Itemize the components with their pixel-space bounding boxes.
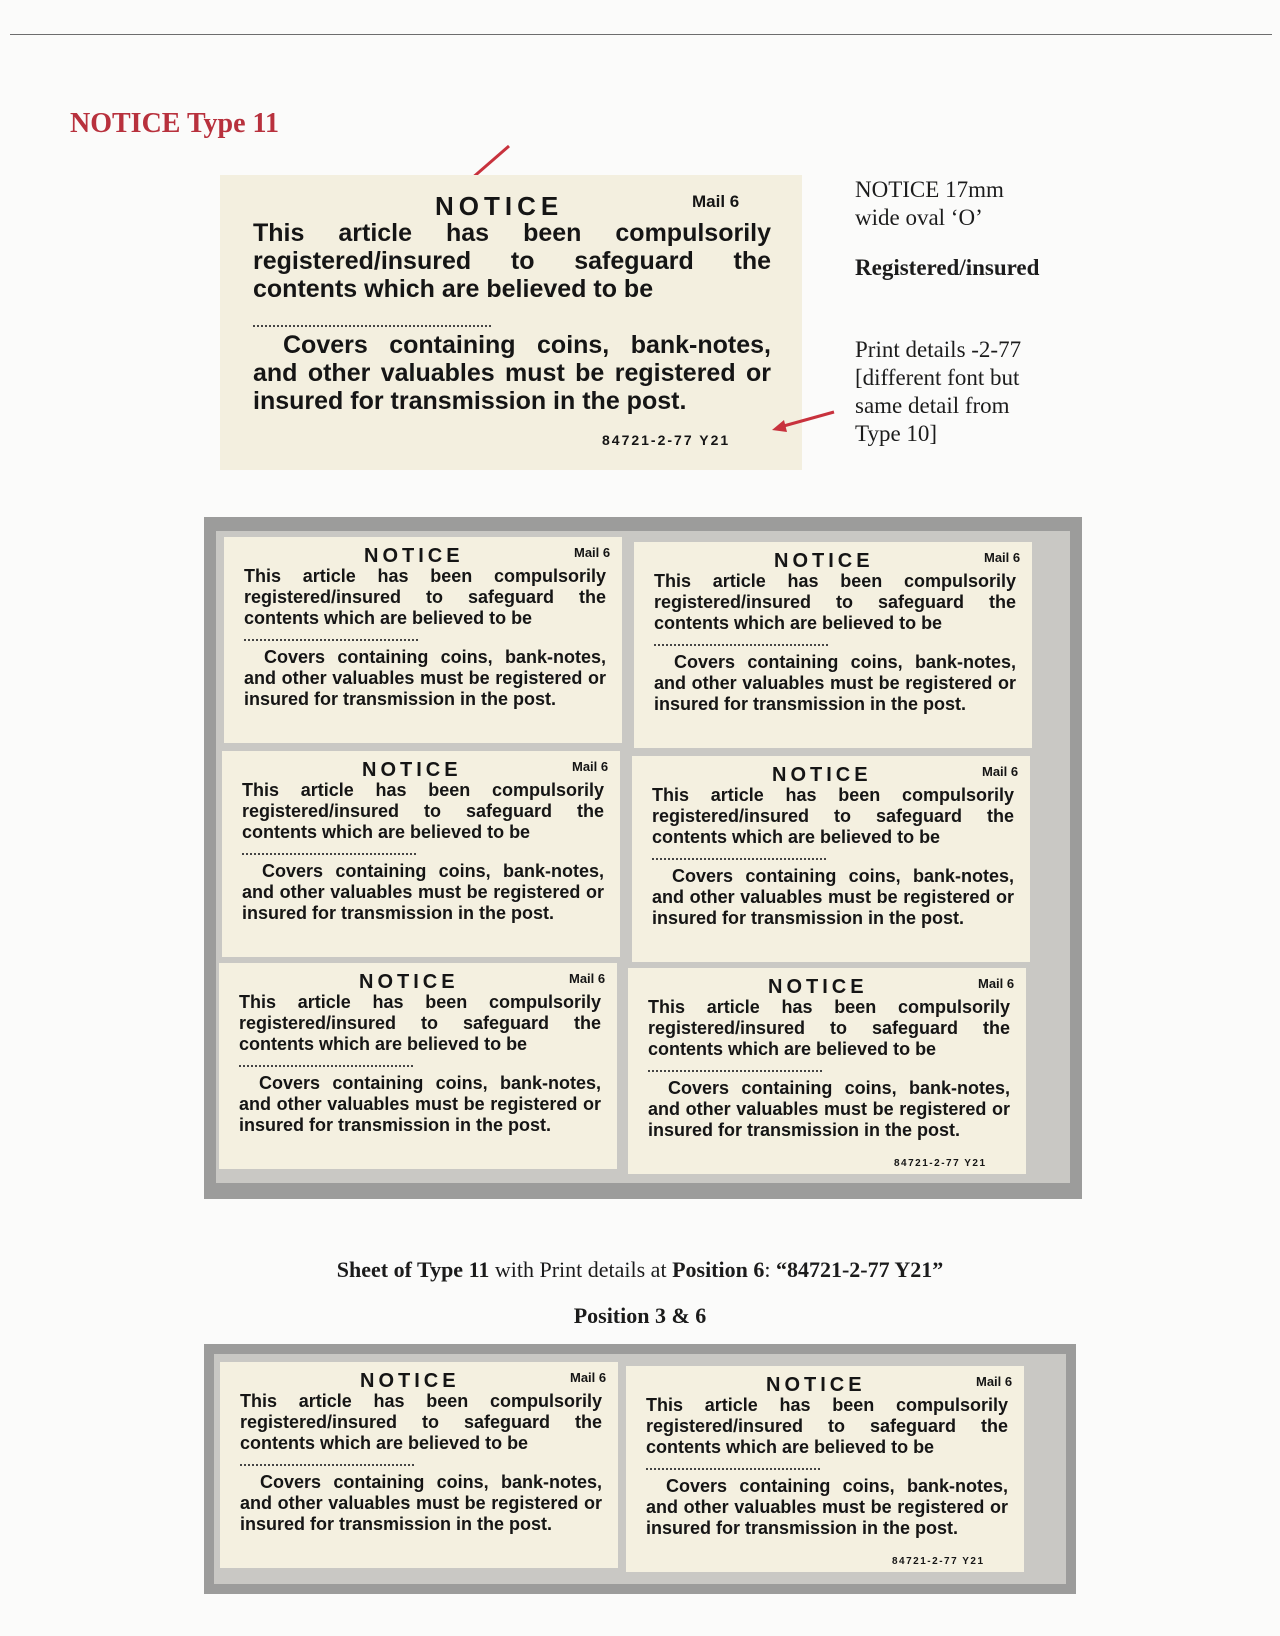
- note-registered: Registered/insured: [855, 255, 1040, 280]
- pair-positions-3-6: [204, 1344, 1076, 1594]
- dotted-line: [239, 1065, 413, 1067]
- notice-heading: NOTICE: [435, 191, 564, 221]
- label-paragraph-1: This article has been compulsorily registered/insured to safeguard the contents which are believed to be: [242, 780, 604, 842]
- caption-quote: “84721-2-77 Y21”: [775, 1257, 944, 1282]
- dotted-line: [240, 1464, 414, 1466]
- label-paragraph-1: This article has been compulsorily registered/insured to safeguard the contents which are believed to be: [240, 1391, 602, 1453]
- notice-heading: NOTICE: [766, 1374, 866, 1396]
- print-code: 84721-2-77 Y21: [894, 1158, 987, 1169]
- sheet-position-2: [634, 542, 1032, 748]
- label-paragraph-1: This article has been compulsorily registered/insured to safeguard the contents which are believed to be: [652, 785, 1014, 847]
- label-paragraph-2: Covers containing coins, bank-notes, and other valuables must be registered or insured for transmission in the post.: [253, 331, 771, 415]
- print-code: 84721-2-77 Y21: [602, 432, 731, 448]
- notice-heading: NOTICE: [768, 976, 868, 998]
- mail-form-number: Mail 6: [692, 192, 740, 211]
- notice-heading: NOTICE: [774, 550, 874, 572]
- label-paragraph-2: Covers containing coins, bank-notes, and other valuables must be registered or insured for transmission in the post.: [239, 1073, 601, 1135]
- label-paragraph-2: Covers containing coins, bank-notes, and other valuables must be registered or insured for transmission in the post.: [242, 861, 604, 923]
- note-print-details: Print details -2-77 [different font but same detail from Type 10]: [855, 337, 1022, 446]
- caption-position: Position 6: [672, 1257, 765, 1282]
- mail-form-number: Mail 6: [574, 545, 611, 560]
- side-notes: [855, 176, 1095, 448]
- mail-form-number: Mail 6: [976, 1374, 1013, 1389]
- page-title: NOTICE Type 11: [70, 108, 280, 139]
- sheet-position-6: [628, 968, 1026, 1174]
- notice-heading: NOTICE: [362, 759, 462, 781]
- dotted-line: [648, 1070, 822, 1072]
- dotted-line: [646, 1468, 820, 1470]
- notice-heading: NOTICE: [359, 971, 459, 993]
- label-paragraph-1: This article has been compulsorily registered/insured to safeguard the contents which are believed to be: [654, 571, 1016, 633]
- caption-type: Type 11: [417, 1257, 490, 1282]
- mail-form-number: Mail 6: [982, 764, 1019, 779]
- label-paragraph-1: This article has been compulsorily registered/insured to safeguard the contents which are believed to be: [646, 1395, 1008, 1457]
- mail-form-number: Mail 6: [569, 971, 606, 986]
- mail-form-number: Mail 6: [570, 1370, 607, 1385]
- notice-heading: NOTICE: [772, 764, 872, 786]
- label-paragraph-2: Covers containing coins, bank-notes, and other valuables must be registered or insured for transmission in the post.: [648, 1078, 1010, 1140]
- label-paragraph-1: This article has been compulsorily registered/insured to safeguard the contents which are believed to be: [253, 219, 771, 303]
- mail-form-number: Mail 6: [572, 759, 609, 774]
- caption-part-2: with Print details at: [489, 1257, 673, 1282]
- notice-heading: NOTICE: [364, 545, 464, 567]
- sheet-position-5: [219, 963, 617, 1169]
- label-paragraph-2: Covers containing coins, bank-notes, and other valuables must be registered or insured for transmission in the post.: [654, 652, 1016, 714]
- notice-heading: NOTICE: [360, 1370, 460, 1392]
- top-rule: [10, 34, 1272, 35]
- label-paragraph-2: Covers containing coins, bank-notes, and other valuables must be registered or insured for transmission in the post.: [652, 866, 1014, 928]
- sheet-of-six: [204, 517, 1082, 1199]
- sheet-position-4: [632, 756, 1030, 962]
- dotted-line: [242, 853, 416, 855]
- label-paragraph-1: This article has been compulsorily registered/insured to safeguard the contents which are believed to be: [244, 566, 606, 628]
- sheet-position-1: [224, 537, 622, 743]
- mail-form-number: Mail 6: [984, 550, 1021, 565]
- caption-part-3: :: [764, 1257, 776, 1282]
- dotted-line: [654, 644, 828, 646]
- pair-position-6: [626, 1366, 1024, 1572]
- label-paragraph-2: Covers containing coins, bank-notes, and other valuables must be registered or insured for transmission in the post.: [244, 647, 606, 709]
- label-paragraph-2: Covers containing coins, bank-notes, and other valuables must be registered or insured for transmission in the post.: [646, 1476, 1008, 1538]
- label-enlarged: [220, 175, 802, 470]
- print-code: 84721-2-77 Y21: [892, 1556, 985, 1567]
- caption-part-1: Sheet of: [336, 1257, 418, 1282]
- positions-caption: [0, 1303, 1280, 1329]
- positions-caption-text: Position 3 & 6: [573, 1303, 707, 1328]
- arrow-to-print-code-icon: [770, 404, 840, 434]
- dotted-line: [244, 639, 418, 641]
- mail-form-number: Mail 6: [978, 976, 1015, 991]
- dotted-line: [253, 325, 491, 327]
- pair-position-3: [220, 1362, 618, 1568]
- label-paragraph-1: This article has been compulsorily registered/insured to safeguard the contents which are believed to be: [239, 992, 601, 1054]
- sheet-position-3: [222, 751, 620, 957]
- label-paragraph-2: Covers containing coins, bank-notes, and other valuables must be registered or insured for transmission in the post.: [240, 1472, 602, 1534]
- label-paragraph-1: This article has been compulsorily registered/insured to safeguard the contents which are believed to be: [648, 997, 1010, 1059]
- sheet-caption: [0, 1257, 1280, 1283]
- note-notice-oval: NOTICE 17mm wide oval ‘O’: [855, 177, 1004, 230]
- dotted-line: [652, 858, 826, 860]
